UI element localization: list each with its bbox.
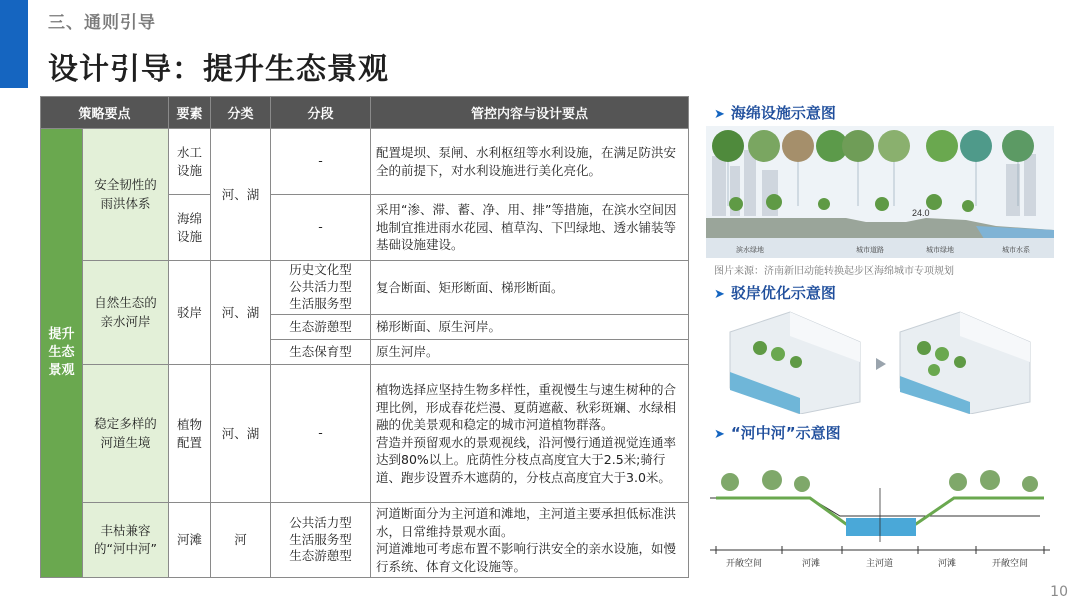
section-label: 主河道 <box>866 558 894 568</box>
section-label: 城市道路 <box>856 247 884 254</box>
section-label: 滨水绿地 <box>736 247 764 254</box>
section-label: 城市绿地 <box>926 247 954 254</box>
strategy-cell: 稳定多样的河道生境 <box>83 365 169 503</box>
revetment-panel-title <box>714 282 836 303</box>
river-section-diagram <box>710 446 1050 574</box>
header-element: 要素 <box>169 97 211 129</box>
page-number: 10 <box>1050 584 1068 600</box>
section-label: 河滩 <box>802 558 821 568</box>
revetment-after <box>900 312 1030 414</box>
header-content: 管控内容与设计要点 <box>371 97 689 129</box>
table-row <box>41 503 689 578</box>
content-text: 营造并预留观水的景观视线，沿河慢行通道视觉连通率达到80%以上。庇荫性分枝点高度宜大于2.5米;骑行道、跑步设置乔木遮荫的，分枝点高度宜大于3.0米。 <box>376 434 677 485</box>
segment-cell: 生态游憩型 <box>271 315 371 340</box>
element-cell <box>169 365 211 503</box>
image-source-caption: 图片来源：济南新旧动能转换起步区海绵城市专项规划 <box>714 266 954 277</box>
strategy-table <box>40 96 689 578</box>
header-type: 分类 <box>211 97 271 129</box>
type-cell: 河、湖 <box>211 261 271 365</box>
arrow-right-icon: ➤ <box>714 427 725 442</box>
segment-cell: 历史文化型 公共活力型 生活服务型 <box>271 261 371 315</box>
element-cell <box>169 129 211 195</box>
river-panel-title <box>714 422 841 443</box>
element-label: 海绵设施 <box>177 211 203 244</box>
revetment-diagram <box>720 302 1040 414</box>
accent-bar <box>0 0 28 88</box>
trees <box>721 470 1038 492</box>
revetment-title-text: 驳岸优化示意图 <box>730 284 836 302</box>
main-channel-water <box>846 518 916 536</box>
element-cell: 驳岸 <box>169 261 211 365</box>
category-label: 提升生态景观 <box>48 326 75 379</box>
section-label: 三、通则引导 <box>48 13 156 33</box>
element-label: 植物配置 <box>177 417 203 450</box>
page-title: 设计引导：提升生态景观 <box>48 52 389 87</box>
content-cell <box>371 365 689 503</box>
type-cell: 河 <box>211 503 271 578</box>
element-label: 水工设施 <box>177 145 203 178</box>
segment-cell: - <box>271 195 371 261</box>
type-cell: 河、湖 <box>211 129 271 261</box>
sponge-diagram <box>706 126 1054 258</box>
content-cell <box>371 503 689 578</box>
section-label: 开敞空间 <box>726 558 763 568</box>
segment-cell: 生态保育型 <box>271 340 371 365</box>
table-row <box>41 129 689 195</box>
content-cell: 复合断面、矩形断面、梯形断面。 <box>371 261 689 315</box>
arrow-right-icon <box>876 358 886 370</box>
table-header-row <box>41 97 689 129</box>
element-cell: 河滩 <box>169 503 211 578</box>
arrow-right-icon: ➤ <box>714 287 725 302</box>
content-text: 河道断面分为主河道和滩地，主河道主要承担低标准洪水，日常维持景观水面。 <box>376 506 677 539</box>
element-cell <box>169 195 211 261</box>
revetment-before <box>730 312 860 414</box>
content-text: 植物选择应坚持生物多样性，重视慢生与速生树种的合理比例，形成春花烂漫、夏荫遮蔽、秋彩斑斓、水绿相融的优美景观和稳定的城市河道植物群落。 <box>376 382 677 432</box>
elevation-label: 24.0 <box>912 208 930 218</box>
strategy-cell: 丰枯兼容的“河中河” <box>83 503 169 578</box>
terrain-line <box>710 498 1040 516</box>
category-cell <box>41 129 83 578</box>
segment-cell: 公共活力型 生活服务型 生态游憩型 <box>271 503 371 578</box>
section-label: 城市水系 <box>1002 247 1030 254</box>
header-strategy: 策略要点 <box>41 97 169 129</box>
sponge-title-text: 海绵设施示意图 <box>730 104 836 122</box>
sponge-panel-title <box>714 102 836 123</box>
table-row <box>41 365 689 503</box>
content-text: 河道滩地可考虑布置不影响行洪安全的亲水设施，如慢行系统、体育文化设施等。 <box>376 541 677 574</box>
segment-cell: - <box>271 129 371 195</box>
header-segment: 分段 <box>271 97 371 129</box>
segment-cell: - <box>271 365 371 503</box>
arrow-right-icon: ➤ <box>714 107 725 122</box>
section-label: 河滩 <box>938 558 957 568</box>
river-title-text: “河中河”示意图 <box>730 424 841 442</box>
strategy-cell: 安全韧性的雨洪体系 <box>83 129 169 261</box>
section-label: 开敞空间 <box>992 558 1029 568</box>
strategy-cell: 自然生态的亲水河岸 <box>83 261 169 365</box>
type-cell: 河、湖 <box>211 365 271 503</box>
content-cell: 梯形断面、原生河岸。 <box>371 315 689 340</box>
content-cell: 配置堤坝、泵闸、水利枢纽等水利设施，在满足防洪安全的前提下，对水利设施进行美化亮化。 <box>371 129 689 195</box>
content-cell: 原生河岸。 <box>371 340 689 365</box>
content-cell: 采用“渗、滞、蓄、净、用、排”等措施，在滨水空间因地制宜推进雨水花园、植草沟、下凹绿地、透水铺装等基础设施建设。 <box>371 195 689 261</box>
table-row <box>41 261 689 315</box>
